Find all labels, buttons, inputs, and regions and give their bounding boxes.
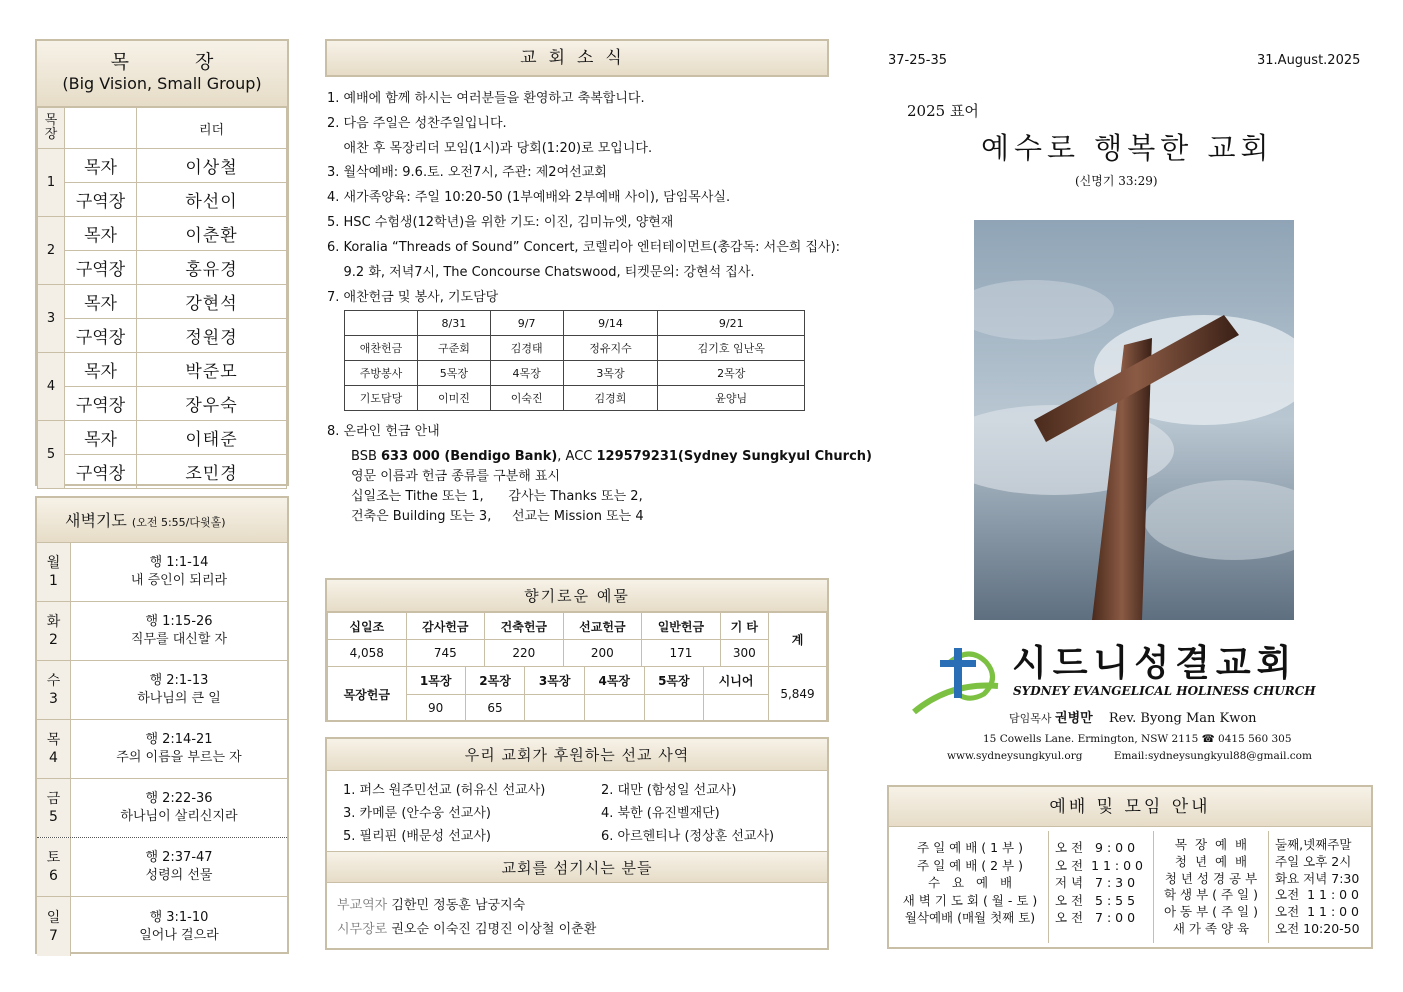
mokjang-row bbox=[38, 387, 287, 421]
server-names: 권오순 이숙진 김명진 이상철 이춘환 bbox=[387, 922, 597, 937]
service-date: 9/7 bbox=[490, 311, 563, 336]
meeting-time: 둘째,넷째주말 bbox=[1275, 837, 1352, 852]
dawn-passage bbox=[71, 779, 287, 837]
dawn-passage bbox=[71, 661, 287, 719]
mokjang-title: 목 장 bbox=[110, 51, 244, 73]
worship-name: 주 일 예 배 ( 2 부 ) bbox=[917, 857, 1023, 873]
leader-role: 목자 bbox=[65, 217, 137, 251]
service-cell: 이미진 bbox=[418, 386, 491, 411]
leader-name: 강현석 bbox=[137, 285, 287, 319]
mok-name: 2목장 bbox=[465, 667, 525, 694]
passage-title: 일어나 걸으라 bbox=[139, 927, 219, 943]
service-date-row bbox=[345, 311, 805, 336]
mokjang-row bbox=[38, 149, 287, 183]
mission-panel bbox=[325, 737, 829, 950]
dawn-list bbox=[37, 543, 287, 956]
church-name-english: SYDNEY EVANGELICAL HOLINESS CHURCH bbox=[1013, 684, 1316, 698]
dawn-passage bbox=[71, 543, 287, 601]
server-row bbox=[337, 894, 525, 913]
offering-amount: 200 bbox=[563, 640, 642, 667]
leader-name: 하선이 bbox=[137, 183, 287, 217]
group-number: 2 bbox=[38, 217, 65, 285]
news-item: 애찬 후 목장리더 모임(1시)과 당회(1:20)로 모입니다. bbox=[327, 141, 653, 156]
dawn-day-row bbox=[37, 602, 287, 661]
meeting-name: 학 생 부 ( 주 일 ) bbox=[1164, 887, 1258, 903]
leader-role: 구역장 bbox=[65, 319, 137, 353]
leader-role: 구역장 bbox=[65, 251, 137, 285]
news-item: 2. 다음 주일은 성찬주일입니다. bbox=[327, 116, 507, 131]
offering-type: 선교헌금 bbox=[563, 613, 642, 640]
service-row bbox=[345, 336, 805, 361]
day-number: 2 bbox=[49, 632, 58, 648]
dawn-day bbox=[37, 543, 71, 601]
news-item: 7. 애찬헌금 및 봉사, 기도담당 bbox=[327, 290, 499, 305]
mission-item: 6. 아르헨티나 (정상훈 선교사) bbox=[601, 829, 775, 844]
leader-role: 구역장 bbox=[65, 455, 137, 489]
pastor-english: Rev. Byong Man Kwon bbox=[1108, 711, 1257, 726]
worship-time: 저 녁 7 : 3 0 bbox=[1055, 875, 1136, 890]
day-number: 3 bbox=[49, 691, 58, 707]
servers-header: 교회를 섬기시는 분들 bbox=[327, 851, 827, 883]
mokjang-table bbox=[37, 107, 287, 489]
offering-total-label: 계 bbox=[769, 613, 827, 667]
worship-time: 오 전 1 1 : 0 0 bbox=[1055, 857, 1143, 873]
offering-amount: 4,058 bbox=[328, 640, 407, 667]
worship-time: 오 전 9 : 0 0 bbox=[1055, 840, 1136, 855]
mok-amount bbox=[704, 694, 768, 721]
passage-title: 직무를 대신할 자 bbox=[130, 632, 228, 647]
passage-ref: 행 1:15-26 bbox=[145, 614, 213, 629]
online-title: 8. 온라인 헌금 안내 bbox=[327, 424, 440, 439]
service-date: 8/31 bbox=[418, 311, 491, 336]
offering-header-row bbox=[328, 613, 827, 640]
dawn-day-row bbox=[37, 897, 287, 956]
news-item: 9.2 화, 저녁7시, The Concourse Chatswood, 티켓문의: 강현석 집사. bbox=[327, 265, 755, 280]
offering-amount: 171 bbox=[642, 640, 721, 667]
mok-amount bbox=[525, 694, 585, 721]
service-date: 9/21 bbox=[658, 311, 805, 336]
offering-value-row bbox=[328, 640, 827, 667]
service-cell: 김기호 임난옥 bbox=[658, 336, 805, 361]
dawn-day bbox=[37, 897, 71, 956]
mok-amount bbox=[644, 694, 704, 721]
leader-role: 목자 bbox=[65, 285, 137, 319]
mission-item: 4. 북한 (유진벨재단) bbox=[601, 806, 720, 821]
online-line: 영문 이름과 헌금 종류를 구분해 표시 bbox=[351, 469, 561, 484]
address: 15 Cowells Lane. Ermington, NSW 2115 ☎ 0415 560 305 bbox=[983, 733, 1292, 745]
mok-name: 3목장 bbox=[525, 667, 585, 694]
service-row bbox=[345, 361, 805, 386]
church-name: 시드니성결교회 bbox=[1012, 643, 1298, 684]
service-cell: 4목장 bbox=[490, 361, 563, 386]
dawn-day bbox=[37, 602, 71, 660]
meeting-name: 새 가 족 양 육 bbox=[1172, 920, 1250, 936]
dawn-day bbox=[37, 838, 71, 896]
leader-name: 조민경 bbox=[137, 455, 287, 489]
passage-ref: 행 2:14-21 bbox=[145, 732, 213, 747]
leader-name: 정원경 bbox=[137, 319, 287, 353]
leader-name: 박준모 bbox=[137, 353, 287, 387]
leader-role: 목자 bbox=[65, 353, 137, 387]
server-names: 김한민 정동훈 남궁지숙 bbox=[387, 898, 526, 913]
day-name: 일 bbox=[46, 909, 61, 926]
meeting-name: 목 장 예 배 bbox=[1174, 837, 1248, 852]
col-group-header: 목장 bbox=[38, 108, 65, 149]
leader-role: 구역장 bbox=[65, 183, 137, 217]
dawn-passage bbox=[71, 897, 287, 956]
dawn-passage bbox=[71, 838, 287, 896]
meeting-time: 주일 오후 2시 bbox=[1275, 853, 1352, 869]
service-cell: 윤양님 bbox=[658, 386, 805, 411]
mok-amount: 65 bbox=[465, 694, 525, 721]
mok-subtable-cell bbox=[406, 667, 768, 722]
day-number: 4 bbox=[49, 750, 58, 766]
leader-role: 구역장 bbox=[65, 387, 137, 421]
dawn-passage bbox=[71, 602, 287, 660]
worship-header: 예배 및 모임 안내 bbox=[889, 787, 1371, 827]
meeting-times bbox=[1275, 837, 1371, 938]
service-cell: 김경희 bbox=[563, 386, 658, 411]
mok-name: 5목장 bbox=[644, 667, 704, 694]
dawn-time: (오전 5:55/다윗홀) bbox=[131, 516, 226, 529]
day-name: 금 bbox=[46, 791, 61, 807]
bsb-number: 633 000 (Bendigo Bank) bbox=[381, 449, 558, 464]
meeting-time: 오전 1 1 : 0 0 bbox=[1275, 887, 1360, 903]
passage-title: 성령의 선물 bbox=[145, 868, 213, 883]
group-number: 3 bbox=[38, 285, 65, 353]
service-cell: 정유지수 bbox=[563, 336, 658, 361]
passage-title: 주의 이름을 부르는 자 bbox=[116, 750, 242, 765]
email-link[interactable]: Email:sydneysungkyul88@gmail.com bbox=[1113, 750, 1312, 762]
dawn-day-row bbox=[37, 720, 287, 779]
mission-header: 우리 교회가 후원하는 선교 사역 bbox=[327, 739, 827, 771]
dawn-day bbox=[37, 720, 71, 778]
leader-role: 목자 bbox=[65, 149, 137, 183]
dawn-passage bbox=[71, 720, 287, 778]
passage-ref: 행 2:22-36 bbox=[145, 791, 213, 806]
mokjang-row bbox=[38, 455, 287, 489]
mokjang-subtitle: (Big Vision, Small Group) bbox=[62, 74, 262, 93]
dawn-day-row bbox=[37, 543, 287, 602]
worship-times bbox=[1055, 839, 1151, 927]
service-cell: 3목장 bbox=[563, 361, 658, 386]
group-number: 4 bbox=[38, 353, 65, 421]
offering-type: 십일조 bbox=[328, 613, 407, 640]
day-number: 6 bbox=[49, 868, 58, 884]
mission-item: 2. 대만 (함성일 선교사) bbox=[601, 783, 737, 798]
offering-type: 감사헌금 bbox=[406, 613, 485, 640]
worship-names bbox=[895, 839, 1045, 927]
service-label: 기도담당 bbox=[345, 386, 418, 411]
mokjang-row bbox=[38, 285, 287, 319]
news-item: 1. 예배에 함께 하시는 여러분들을 환영하고 축복합니다. bbox=[327, 91, 645, 106]
offering-type: 기 타 bbox=[720, 613, 768, 640]
meeting-time: 화요 저녁 7:30 bbox=[1275, 870, 1360, 886]
acc-number: 129579231(Sydney Sungkyul Church) bbox=[596, 449, 872, 464]
dawn-day-row bbox=[37, 779, 287, 838]
worship-panel bbox=[887, 785, 1373, 949]
cross-photo bbox=[974, 220, 1294, 620]
worship-time: 오 전 7 : 0 0 bbox=[1055, 910, 1136, 925]
leader-role: 목자 bbox=[65, 421, 137, 455]
service-cell: 이숙진 bbox=[490, 386, 563, 411]
mokjang-row bbox=[38, 183, 287, 217]
offering-amount: 745 bbox=[406, 640, 485, 667]
mok-offering-label: 목장헌금 bbox=[328, 667, 407, 722]
server-label: 부교역자 bbox=[337, 898, 388, 913]
mok-subtable bbox=[407, 667, 768, 721]
contact-line bbox=[947, 750, 1312, 762]
mission-item: 1. 퍼스 원주민선교 (허유신 선교사) bbox=[343, 783, 546, 798]
news-item: 5. HSC 수험생(12학년)을 위한 기도: 이진, 김미뉴엣, 양현재 bbox=[327, 215, 674, 230]
day-number: 1 bbox=[49, 573, 58, 589]
worship-name: 월삭예배 (매월 첫째 토) bbox=[904, 910, 1036, 925]
dawn-header bbox=[37, 498, 287, 543]
leader-name: 이태준 bbox=[137, 421, 287, 455]
online-line: 건축은 Building 또는 3, 선교는 Mission 또는 4 bbox=[351, 509, 644, 524]
offering-header: 향기로운 예물 bbox=[327, 580, 827, 612]
bsb-prefix: BSB bbox=[351, 449, 381, 464]
bulletin-date: 31.August.2025 bbox=[1257, 53, 1361, 68]
service-cell: 구준회 bbox=[418, 336, 491, 361]
meeting-name: 청 년 성 경 공 부 bbox=[1164, 870, 1258, 886]
pastor-korean: 권병만 bbox=[1055, 711, 1093, 726]
col-leader-header: 리더 bbox=[137, 108, 287, 149]
day-name: 월 bbox=[46, 555, 61, 571]
leader-name: 홍유경 bbox=[137, 251, 287, 285]
passage-title: 하나님이 살리신지라 bbox=[120, 809, 238, 824]
pastor-label: 담임목사 bbox=[1009, 712, 1056, 725]
mok-value-row bbox=[407, 694, 768, 721]
mokjang-row bbox=[38, 421, 287, 455]
day-name: 화 bbox=[46, 614, 61, 630]
meeting-name: 청 년 예 배 bbox=[1174, 853, 1248, 869]
mokjang-row bbox=[38, 353, 287, 387]
meeting-names bbox=[1157, 837, 1265, 938]
meeting-time: 오전 10:20-50 bbox=[1275, 920, 1360, 936]
news-item: 4. 새가족양육: 주일 10:20-50 (1부예배와 2부예배 사이), 담임목사실. bbox=[327, 190, 731, 205]
server-label: 시무장로 bbox=[337, 922, 388, 937]
offering-type: 일반헌금 bbox=[642, 613, 721, 640]
offering-table bbox=[327, 612, 827, 722]
leader-name: 장우숙 bbox=[137, 387, 287, 421]
mok-name: 4목장 bbox=[584, 667, 644, 694]
mok-header-row bbox=[407, 667, 768, 694]
mission-item: 3. 카메룬 (안수웅 선교사) bbox=[343, 806, 491, 821]
dawn-day bbox=[37, 661, 71, 719]
worship-name: 수 요 예 배 bbox=[927, 875, 1013, 890]
online-line: 십일조는 Tithe 또는 1, 감사는 Thanks 또는 2, bbox=[351, 489, 643, 504]
mok-name: 1목장 bbox=[407, 667, 466, 694]
group-number: 5 bbox=[38, 421, 65, 489]
day-number: 5 bbox=[49, 809, 58, 825]
leader-name: 이춘환 bbox=[137, 217, 287, 251]
church-logo-icon bbox=[910, 642, 1002, 716]
dawn-title: 새벽기도 bbox=[65, 511, 127, 530]
website-link[interactable]: www.sydneysungkyul.org bbox=[947, 750, 1083, 762]
service-cell: 김경태 bbox=[490, 336, 563, 361]
leader-name: 이상철 bbox=[137, 149, 287, 183]
service-cell: 5목장 bbox=[418, 361, 491, 386]
mission-item: 5. 필리핀 (배문성 선교사) bbox=[343, 829, 491, 844]
meeting-time: 오전 1 1 : 0 0 bbox=[1275, 904, 1360, 920]
dawn-prayer-panel bbox=[35, 496, 289, 954]
meeting-name: 아 동 부 ( 주 일 ) bbox=[1164, 904, 1258, 920]
mokjang-header bbox=[37, 41, 287, 107]
passage-ref: 행 1:1-14 bbox=[149, 555, 209, 570]
worship-name: 새 벽 기 도 회 ( 월 - 토 ) bbox=[902, 892, 1038, 908]
mokjang-row bbox=[38, 217, 287, 251]
server-row bbox=[337, 918, 596, 937]
passage-title: 내 증인이 되리라 bbox=[130, 573, 228, 588]
dawn-day-row bbox=[37, 661, 287, 720]
day-name: 수 bbox=[46, 673, 61, 689]
acc-prefix: , ACC bbox=[557, 449, 597, 464]
mok-name: 시니어 bbox=[704, 667, 768, 694]
offering-amount: 220 bbox=[485, 640, 564, 667]
service-row bbox=[345, 386, 805, 411]
week-number: 37-25-35 bbox=[888, 53, 948, 68]
service-label: 주방봉사 bbox=[345, 361, 418, 386]
passage-ref: 행 2:37-47 bbox=[145, 850, 213, 865]
passage-ref: 행 3:1-10 bbox=[149, 909, 209, 925]
day-name: 목 bbox=[46, 732, 61, 748]
mokjang-panel bbox=[35, 39, 289, 486]
motto: 예수로 행복한 교회 bbox=[981, 131, 1274, 165]
motto-year: 2025 표어 bbox=[907, 102, 979, 120]
dawn-day bbox=[37, 779, 71, 837]
service-label: 애찬헌금 bbox=[345, 336, 418, 361]
news-header: 교회소식 bbox=[325, 39, 829, 77]
motto-reference: (신명기 33:29) bbox=[1075, 174, 1158, 188]
pastor-line bbox=[1009, 707, 1257, 726]
offering-panel bbox=[325, 578, 829, 722]
mokjang-row bbox=[38, 251, 287, 285]
service-table bbox=[344, 310, 805, 411]
day-name: 토 bbox=[46, 850, 61, 866]
service-date: 9/14 bbox=[563, 311, 658, 336]
worship-name: 주 일 예 배 ( 1 부 ) bbox=[917, 840, 1023, 855]
group-number: 1 bbox=[38, 149, 65, 217]
worship-time: 오 전 5 : 5 5 bbox=[1055, 892, 1136, 908]
passage-title: 하나님의 큰 일 bbox=[137, 691, 221, 706]
cross-image bbox=[974, 220, 1294, 620]
mok-amount: 90 bbox=[407, 694, 466, 721]
news-item: 6. Koralia “Threads of Sound” Concert, 코렐리아 엔터테이먼트(총감독: 서은희 집사): bbox=[327, 240, 841, 255]
mok-amount bbox=[584, 694, 644, 721]
dawn-day-row bbox=[37, 838, 287, 897]
offering-amount: 300 bbox=[720, 640, 768, 667]
news-item: 3. 월삭예배: 9.6.토. 오전7시, 주관: 제2여선교회 bbox=[327, 165, 607, 180]
offering-type: 건축헌금 bbox=[485, 613, 564, 640]
passage-ref: 행 2:1-13 bbox=[149, 673, 209, 688]
bank-info bbox=[351, 448, 872, 465]
mokjang-row bbox=[38, 319, 287, 353]
service-corner bbox=[345, 311, 418, 336]
offering-total: 5,849 bbox=[769, 667, 827, 722]
service-cell: 2목장 bbox=[658, 361, 805, 386]
day-number: 7 bbox=[49, 927, 58, 944]
